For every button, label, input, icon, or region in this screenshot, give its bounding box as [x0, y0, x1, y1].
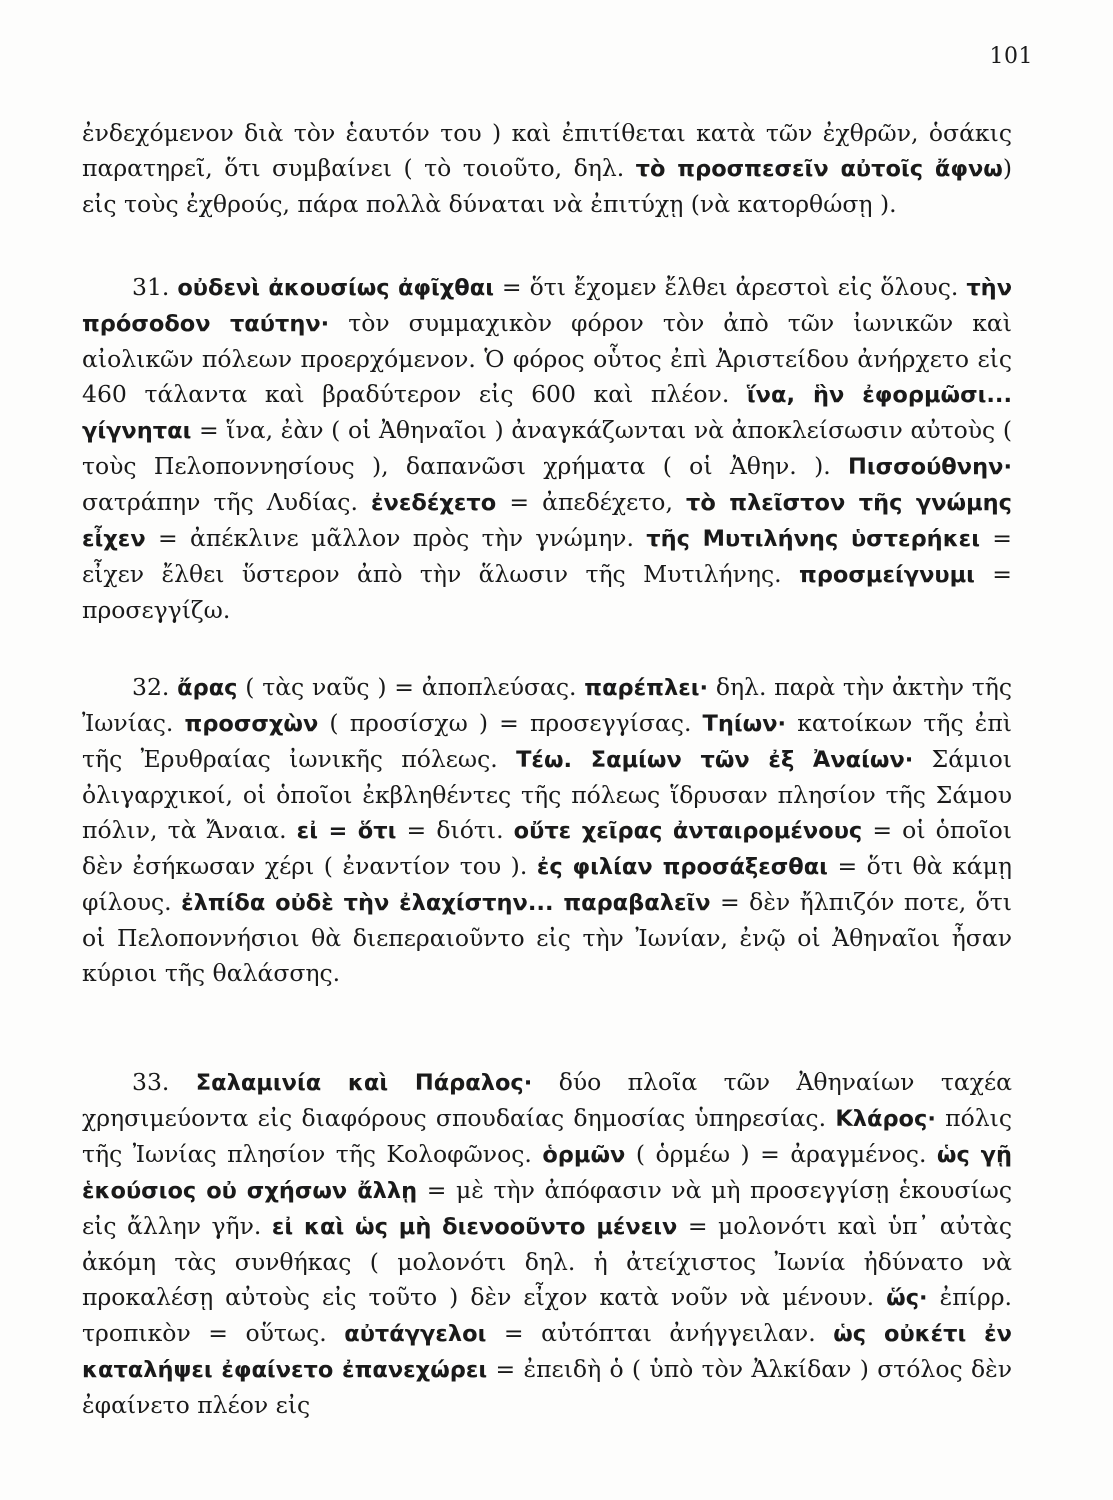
lemma-bold: εἰ καὶ ὡς μὴ διενοοῦντο μένειν — [271, 1214, 678, 1240]
gloss-text: = μολονότι καὶ ὑπ᾽ αὐτὰς ἀκόμη τὰς συνθήκας ( μολονότι δηλ. ἡ ἀτείχιστος Ἰωνία ἠδύνατο νὰ προκαλέσῃ αὐτοὺς εἰς τοῦτο ) δὲν εἶχον κατὰ νοῦν νὰ μένουν. — [82, 1212, 1012, 1311]
lemma-bold: Πισσούθνην· — [848, 454, 1012, 480]
lemma-bold: ἵνα, ἣν ἐφορμῶσι... γίγνηται — [82, 382, 1012, 444]
paragraph-31 — [82, 270, 1012, 628]
lemma-bold: ὁρμῶν — [542, 1142, 626, 1168]
lemma-bold: οὔτε χεῖρας ἀνταιρομένους — [513, 818, 863, 844]
paragraph-31-text — [82, 270, 1012, 628]
gloss-text: 33. — [132, 1068, 196, 1096]
lemma-bold: Τηίων· — [702, 711, 787, 737]
lemma-bold: παρέπλει· — [584, 675, 709, 701]
gloss-text: ἐπίρρ. τροπικὸν = οὕτως. — [82, 1283, 1013, 1347]
gloss-text: 31. — [132, 273, 178, 301]
gloss-text: 32. — [132, 673, 178, 701]
page-number: 101 — [989, 44, 1033, 69]
lemma-bold: ἐνεδέχετο — [371, 490, 497, 516]
lemma-bold: Τέω. Σαμίων τῶν ἐξ Ἀναίων· — [516, 747, 914, 773]
lemma-bold: ἄρας — [177, 675, 238, 701]
gloss-text: δηλ. παρὰ τὴν ἀκτὴν τῆς Ἰωνίας. — [82, 673, 1012, 737]
lemma-bold: Κλάρος· — [835, 1106, 936, 1132]
gloss-text: = μὲ τὴν ἀπόφασιν νὰ μὴ προσεγγίσῃ ἑκουσίως εἰς ἄλλην γῆν. — [82, 1176, 1012, 1240]
gloss-text: ( προσίσχω ) = προσεγγίσας. — [318, 709, 703, 737]
gloss-text: ( τὰς ναῦς ) = ἀποπλεύσας. — [237, 673, 585, 701]
lemma-bold: ἐλπίδα οὐδὲ τὴν ἐλαχίστην... παραβαλεῖν — [181, 890, 711, 916]
gloss-text: = οἱ ὁποῖοι δὲν ἐσήκωσαν χέρι ( ἐναντίον του ). — [82, 816, 1012, 880]
gloss-text: ( ὁρμέω ) = ἀραγμένος. — [625, 1140, 937, 1168]
gloss-text: ) εἰς τοὺς ἐχθρούς, πάρα πολλὰ δύναται νὰ ἐπιτύχῃ (νὰ κατορθώσῃ ). — [82, 154, 1012, 218]
paragraph-continuation — [82, 116, 1012, 222]
lemma-bold: τὸ προσπεσεῖν αὐτοῖς ἄφνω — [635, 156, 1003, 182]
lemma-bold: εἰ = ὅτι — [296, 818, 397, 844]
lemma-bold: προσσχὼν — [184, 711, 319, 737]
gloss-text: = εἶχεν ἔλθει ὕστερον ἀπὸ τὴν ἅλωσιν τῆς Μυτιλήνης. — [82, 524, 1012, 588]
gloss-text: = ἀπέκλινε μᾶλλον πρὸς τὴν γνώμην. — [145, 524, 647, 552]
gloss-text: = δὲν ἤλπιζόν ποτε, ὅτι οἱ Πελοποννήσιοι θὰ διεπεραιοῦντο εἰς τὴν Ἰωνίαν, ἐνῷ οἱ Ἀθηναῖοι ἦσαν κύριοι τῆς θαλάσσης. — [82, 888, 1012, 987]
lemma-bold: οὐδενὶ ἀκουσίως ἀφῖχθαι — [177, 275, 494, 301]
gloss-text: σατράπην τῆς Λυδίας. — [82, 488, 372, 516]
gloss-text: ἐνδεχόμενον διὰ τὸν ἑαυτόν του ) καὶ ἐπιτίθεται κατὰ τῶν ἐχθρῶν, ὁσάκις παρατηρεῖ, ὅτι συμβαίνει ( τὸ τοιοῦτο, δηλ. — [82, 119, 1012, 182]
gloss-text: = ἐπειδὴ ὁ ( ὑπὸ τὸν Ἀλκίδαν ) στόλος δὲν ἐφαίνετο πλέον εἰς — [82, 1355, 1013, 1419]
lemma-bold: προσμείγνυμι — [799, 562, 975, 588]
paragraph-33 — [82, 1065, 1012, 1423]
paragraph-intro-text — [82, 116, 1012, 222]
gloss-text: δύο πλοῖα τῶν Ἀθηναίων ταχέα χρησιμεύοντα εἰς διαφόρους σπουδαίας δημοσίας ὑπηρεσίας. — [82, 1068, 1013, 1132]
gloss-text: = ἵνα, ἐὰν ( οἱ Ἀθηναῖοι ) ἀναγκάζωνται νὰ ἀποκλείσωσιν αὐτοὺς ( τοὺς Πελοποννησίους ), δαπανῶσι χρήματα ( οἱ Ἀθην. ). — [82, 416, 1012, 480]
gloss-text: = προσεγγίζω. — [82, 560, 1012, 624]
lemma-bold: ὡς γῇ ἑκούσιος οὐ σχήσων ἄλλῃ — [82, 1142, 1012, 1204]
lemma-bold: τὴν πρόσοδον ταύτην· — [82, 275, 1013, 337]
gloss-text: = διότι. — [396, 816, 514, 844]
lemma-bold: Σαλαμινία καὶ Πάραλος· — [195, 1070, 533, 1096]
lemma-bold: τὸ πλεῖστον τῆς γνώμης εἶχεν — [82, 490, 1012, 552]
paragraph-32 — [82, 670, 1012, 991]
lemma-bold: ὥς· — [886, 1285, 928, 1311]
gloss-text: = ὅτι θὰ κάμῃ φίλους. — [82, 852, 1012, 916]
lemma-bold: τῆς Μυτιλήνης ὑστερήκει — [646, 526, 980, 552]
lemma-bold: αὐτάγγελοι — [344, 1321, 487, 1347]
gloss-text: Σάμιοι ὀλιγαρχικοί, οἱ ὁποῖοι ἐκβληθέντες τῆς πόλεως ἵδρυσαν πλησίον τῆς Σάμου πόλιν, τὰ Ἄναια. — [82, 745, 1013, 844]
gloss-text: τὸν συμμαχικὸν φόρον τὸν ἀπὸ τῶν ἰωνικῶν καὶ αἰολικῶν πόλεων προερχόμενον. Ὁ φόρος οὗτος ἐπὶ Ἀριστείδου ἀνήρχετο εἰς 460 τάλαντα καὶ βραδύτερον εἰς 600 καὶ πλέον. — [82, 309, 1012, 408]
gloss-text: πόλις τῆς Ἰωνίας πλησίον τῆς Κολοφῶνος. — [82, 1104, 1013, 1168]
paragraph-32-text — [82, 670, 1012, 991]
paragraph-33-text — [82, 1065, 1012, 1423]
gloss-text: = ὅτι ἔχομεν ἔλθει ἀρεστοὶ εἰς ὅλους. — [493, 273, 967, 301]
lemma-bold: ἐς φιλίαν προσάξεσθαι — [536, 854, 828, 880]
gloss-text: = αὐτόπται ἀνήγγειλαν. — [486, 1319, 834, 1347]
gloss-text: κατοίκων τῆς ἐπὶ τῆς Ἐρυθραίας ἰωνικῆς πόλεως. — [82, 709, 1012, 773]
lemma-bold: ὡς οὐκέτι ἐν καταλήψει ἐφαίνετο ἐπανεχώρει — [82, 1321, 1013, 1383]
gloss-text: = ἀπεδέχετο, — [496, 488, 687, 516]
